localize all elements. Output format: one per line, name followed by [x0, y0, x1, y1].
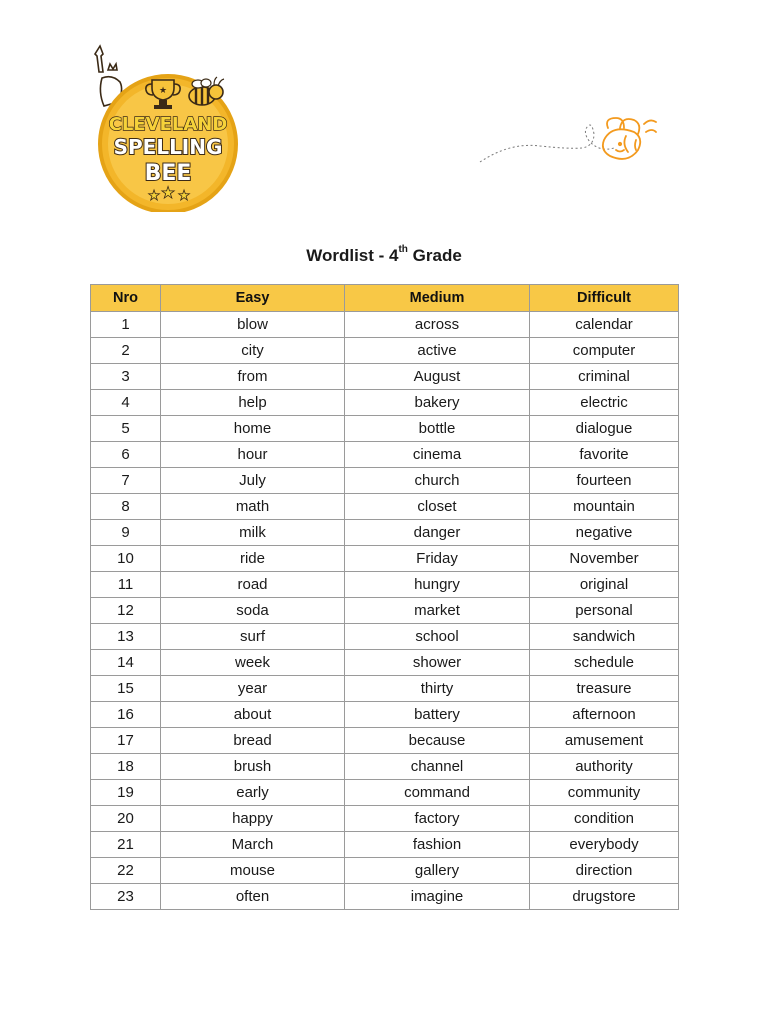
nro-cell: 6 [91, 442, 161, 468]
difficult-cell: criminal [530, 364, 679, 390]
table-row [91, 832, 679, 858]
medium-cell: closet [345, 494, 530, 520]
easy-cell: early [161, 780, 345, 806]
difficult-cell: dialogue [530, 416, 679, 442]
medium-cell: gallery [345, 858, 530, 884]
table-row [91, 468, 679, 494]
nro-cell: 21 [91, 832, 161, 858]
easy-cell: brush [161, 754, 345, 780]
nro-cell: 17 [91, 728, 161, 754]
medium-cell: danger [345, 520, 530, 546]
nro-cell: 23 [91, 884, 161, 910]
table-row [91, 442, 679, 468]
easy-cell: road [161, 572, 345, 598]
nro-cell: 9 [91, 520, 161, 546]
difficult-cell: negative [530, 520, 679, 546]
medium-cell: battery [345, 702, 530, 728]
table-row [91, 390, 679, 416]
table-row [91, 624, 679, 650]
medium-cell: factory [345, 806, 530, 832]
table-row [91, 780, 679, 806]
svg-text:★: ★ [177, 188, 191, 204]
easy-cell: bread [161, 728, 345, 754]
title-suffix: Grade [407, 246, 462, 265]
medium-cell: Friday [345, 546, 530, 572]
medium-cell: church [345, 468, 530, 494]
easy-cell: surf [161, 624, 345, 650]
easy-cell: milk [161, 520, 345, 546]
easy-cell: soda [161, 598, 345, 624]
nro-cell: 1 [91, 312, 161, 338]
table-row [91, 546, 679, 572]
title-superscript: th [398, 244, 408, 255]
table-row [91, 520, 679, 546]
table-row [91, 312, 679, 338]
easy-cell: week [161, 650, 345, 676]
nro-cell: 18 [91, 754, 161, 780]
difficult-cell: authority [530, 754, 679, 780]
medium-cell: school [345, 624, 530, 650]
nro-cell: 3 [91, 364, 161, 390]
difficult-cell: fourteen [530, 468, 679, 494]
easy-cell: hour [161, 442, 345, 468]
table-row [91, 806, 679, 832]
easy-cell: about [161, 702, 345, 728]
medium-cell: bakery [345, 390, 530, 416]
header-nro: Nro [91, 285, 161, 312]
medium-cell: thirty [345, 676, 530, 702]
table-row [91, 598, 679, 624]
easy-cell: city [161, 338, 345, 364]
easy-cell: often [161, 884, 345, 910]
table-row [91, 754, 679, 780]
svg-text:★: ★ [147, 188, 161, 204]
nro-cell: 7 [91, 468, 161, 494]
easy-cell: ride [161, 546, 345, 572]
medium-cell: command [345, 780, 530, 806]
nro-cell: 10 [91, 546, 161, 572]
bee-doodle-icon [603, 118, 656, 159]
easy-cell: math [161, 494, 345, 520]
difficult-cell: original [530, 572, 679, 598]
medium-cell: August [345, 364, 530, 390]
nro-cell: 15 [91, 676, 161, 702]
medium-cell: because [345, 728, 530, 754]
difficult-cell: schedule [530, 650, 679, 676]
difficult-cell: amusement [530, 728, 679, 754]
logo-text-spelling: SPELLING [113, 135, 223, 159]
medium-cell: market [345, 598, 530, 624]
header-medium: Medium [345, 285, 530, 312]
header-easy: Easy [161, 285, 345, 312]
header-difficult: Difficult [530, 285, 679, 312]
medium-cell: active [345, 338, 530, 364]
table-row [91, 858, 679, 884]
difficult-cell: treasure [530, 676, 679, 702]
nro-cell: 11 [91, 572, 161, 598]
easy-cell: mouse [161, 858, 345, 884]
title-prefix: Wordlist - 4 [306, 246, 399, 265]
logo-text-bee: BEE [144, 161, 192, 186]
flying-bee-doodle-icon [476, 110, 676, 180]
nro-cell: 22 [91, 858, 161, 884]
svg-text:★: ★ [160, 183, 176, 202]
logo-text-cleveland: CLEVELAND [108, 114, 228, 135]
nro-cell: 8 [91, 494, 161, 520]
table-header-row [91, 285, 679, 312]
easy-cell: blow [161, 312, 345, 338]
nro-cell: 16 [91, 702, 161, 728]
svg-text:★: ★ [158, 86, 168, 96]
wordlist-table [90, 284, 679, 910]
nro-cell: 4 [91, 390, 161, 416]
difficult-cell: computer [530, 338, 679, 364]
table-row [91, 884, 679, 910]
medium-cell: cinema [345, 442, 530, 468]
nro-cell: 13 [91, 624, 161, 650]
dotted-trail [480, 125, 614, 162]
medium-cell: channel [345, 754, 530, 780]
difficult-cell: personal [530, 598, 679, 624]
medium-cell: bottle [345, 416, 530, 442]
difficult-cell: direction [530, 858, 679, 884]
table-row [91, 338, 679, 364]
easy-cell: happy [161, 806, 345, 832]
difficult-cell: condition [530, 806, 679, 832]
difficult-cell: November [530, 546, 679, 572]
easy-cell: help [161, 390, 345, 416]
table-row [91, 650, 679, 676]
easy-cell: March [161, 832, 345, 858]
nro-cell: 14 [91, 650, 161, 676]
nro-cell: 5 [91, 416, 161, 442]
table-row [91, 572, 679, 598]
page-title [0, 246, 768, 266]
table-row [91, 364, 679, 390]
table-row [91, 676, 679, 702]
medium-cell: across [345, 312, 530, 338]
difficult-cell: sandwich [530, 624, 679, 650]
difficult-cell: electric [530, 390, 679, 416]
nro-cell: 19 [91, 780, 161, 806]
difficult-cell: mountain [530, 494, 679, 520]
medium-cell: fashion [345, 832, 530, 858]
difficult-cell: calendar [530, 312, 679, 338]
difficult-cell: afternoon [530, 702, 679, 728]
nro-cell: 20 [91, 806, 161, 832]
nro-cell: 2 [91, 338, 161, 364]
easy-cell: home [161, 416, 345, 442]
easy-cell: year [161, 676, 345, 702]
medium-cell: shower [345, 650, 530, 676]
difficult-cell: community [530, 780, 679, 806]
difficult-cell: favorite [530, 442, 679, 468]
difficult-cell: everybody [530, 832, 679, 858]
table-row [91, 416, 679, 442]
nro-cell: 12 [91, 598, 161, 624]
cleveland-spelling-bee-logo [88, 40, 248, 212]
table-row [91, 494, 679, 520]
medium-cell: imagine [345, 884, 530, 910]
easy-cell: from [161, 364, 345, 390]
medium-cell: hungry [345, 572, 530, 598]
table-row [91, 702, 679, 728]
easy-cell: July [161, 468, 345, 494]
difficult-cell: drugstore [530, 884, 679, 910]
table-row [91, 728, 679, 754]
